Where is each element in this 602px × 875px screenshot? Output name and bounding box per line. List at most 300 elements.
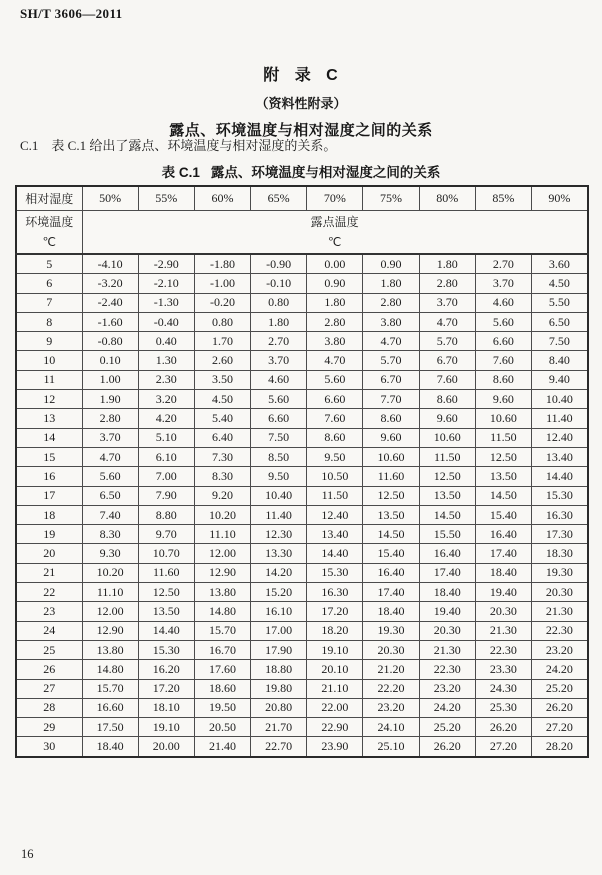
dew-point-cell: 17.00 xyxy=(251,621,307,640)
table-row xyxy=(16,409,588,428)
appendix-title: 附 录 C xyxy=(263,67,339,84)
dew-point-cell: 15.30 xyxy=(532,486,588,505)
dew-point-table xyxy=(15,185,589,758)
dew-point-cell: 3.20 xyxy=(138,390,194,409)
dew-point-cell: 17.60 xyxy=(194,660,250,679)
dew-point-cell: 8.60 xyxy=(419,390,475,409)
dew-point-cell: 5.40 xyxy=(194,409,250,428)
dew-point-cell: 9.60 xyxy=(475,390,531,409)
ambient-temp-cell: 11 xyxy=(16,370,82,389)
dew-point-cell: 26.20 xyxy=(419,737,475,757)
dew-point-cell: 13.40 xyxy=(307,525,363,544)
dew-point-cell: -1.80 xyxy=(194,254,250,274)
dew-point-cell: 19.50 xyxy=(194,698,250,717)
dew-point-cell: 12.40 xyxy=(532,428,588,447)
dew-point-cell: 19.40 xyxy=(419,602,475,621)
ambient-temp-cell: 9 xyxy=(16,332,82,351)
dew-point-cell: 17.90 xyxy=(251,640,307,659)
dew-point-cell: 6.50 xyxy=(532,312,588,331)
dew-point-cell: -0.10 xyxy=(251,274,307,293)
dew-point-cell: 17.30 xyxy=(532,525,588,544)
dew-point-cell: 24.20 xyxy=(532,660,588,679)
dew-point-cell: 22.20 xyxy=(363,679,419,698)
dew-point-cell: 12.90 xyxy=(194,563,250,582)
dew-point-cell: 1.80 xyxy=(307,293,363,312)
dew-point-cell: 3.70 xyxy=(475,274,531,293)
dew-point-cell: 17.40 xyxy=(363,583,419,602)
dew-point-cell: 7.50 xyxy=(532,332,588,351)
dew-point-cell: 8.60 xyxy=(475,370,531,389)
dew-point-cell: 19.10 xyxy=(307,640,363,659)
dew-point-cell: -2.90 xyxy=(138,254,194,274)
dew-point-cell: 8.60 xyxy=(307,428,363,447)
dew-point-cell: 8.40 xyxy=(532,351,588,370)
dew-point-cell: 14.80 xyxy=(194,602,250,621)
dew-point-cell: 1.30 xyxy=(138,351,194,370)
table-row xyxy=(16,602,588,621)
dew-point-cell: 6.60 xyxy=(251,409,307,428)
dew-point-cell: 13.50 xyxy=(419,486,475,505)
dew-point-cell: 22.30 xyxy=(419,660,475,679)
dew-point-cell: 18.20 xyxy=(307,621,363,640)
humidity-header-cell: 55% xyxy=(138,186,194,211)
dew-point-cell: -0.40 xyxy=(138,312,194,331)
ambient-temp-cell: 25 xyxy=(16,640,82,659)
dew-point-cell: 8.60 xyxy=(363,409,419,428)
ambient-temperature-label-text: 环境温度 xyxy=(25,215,74,229)
ambient-temp-cell: 24 xyxy=(16,621,82,640)
ambient-temp-cell: 12 xyxy=(16,390,82,409)
dew-point-cell: 9.50 xyxy=(307,447,363,466)
dew-point-cell: 14.40 xyxy=(307,544,363,563)
dew-point-cell: 24.30 xyxy=(475,679,531,698)
dew-point-cell: 18.40 xyxy=(363,602,419,621)
dew-point-cell: 3.70 xyxy=(82,428,138,447)
dew-point-cell: 20.10 xyxy=(307,660,363,679)
dew-point-cell: 7.60 xyxy=(419,370,475,389)
dew-point-cell: 19.30 xyxy=(532,563,588,582)
dew-point-cell: 3.60 xyxy=(532,254,588,274)
table-row xyxy=(16,563,588,582)
dew-point-cell: 1.70 xyxy=(194,332,250,351)
dew-point-cell: 7.50 xyxy=(251,428,307,447)
ambient-temp-cell: 20 xyxy=(16,544,82,563)
dew-point-cell: 4.20 xyxy=(138,409,194,428)
ambient-temp-cell: 28 xyxy=(16,698,82,717)
dew-point-cell: 6.50 xyxy=(82,486,138,505)
dew-point-cell: 3.80 xyxy=(363,312,419,331)
dew-point-cell: 18.30 xyxy=(532,544,588,563)
ambient-temp-cell: 8 xyxy=(16,312,82,331)
dew-point-cell: -3.20 xyxy=(82,274,138,293)
dew-point-cell: 5.10 xyxy=(138,428,194,447)
dew-point-cell: 16.10 xyxy=(251,602,307,621)
dew-point-cell: 14.40 xyxy=(138,621,194,640)
dew-point-cell: 16.30 xyxy=(307,583,363,602)
dew-point-cell: -0.80 xyxy=(82,332,138,351)
dew-point-cell: 15.70 xyxy=(82,679,138,698)
humidity-header-cell: 75% xyxy=(363,186,419,211)
dew-point-cell: -1.30 xyxy=(138,293,194,312)
dew-point-cell: 2.70 xyxy=(251,332,307,351)
dew-point-cell: 6.70 xyxy=(419,351,475,370)
table-row xyxy=(16,351,588,370)
dew-point-cell: 23.30 xyxy=(475,660,531,679)
dew-point-cell: 5.60 xyxy=(82,467,138,486)
dew-point-cell: -0.20 xyxy=(194,293,250,312)
dew-point-cell: 25.20 xyxy=(532,679,588,698)
ambient-temp-cell: 15 xyxy=(16,447,82,466)
dew-point-cell: 20.30 xyxy=(475,602,531,621)
ambient-temp-cell: 18 xyxy=(16,505,82,524)
dew-point-cell: 19.80 xyxy=(251,679,307,698)
ambient-temp-cell: 16 xyxy=(16,467,82,486)
dew-point-cell: 16.40 xyxy=(475,525,531,544)
dew-point-cell: 2.80 xyxy=(307,312,363,331)
dew-point-cell: 10.50 xyxy=(307,467,363,486)
table-row xyxy=(16,737,588,757)
table-row xyxy=(16,718,588,737)
dew-point-cell: 13.80 xyxy=(194,583,250,602)
dew-point-cell: 14.20 xyxy=(251,563,307,582)
dew-point-cell: 28.20 xyxy=(532,737,588,757)
dew-point-cell: 4.50 xyxy=(532,274,588,293)
dew-point-cell: 3.80 xyxy=(307,332,363,351)
dew-point-cell: 12.00 xyxy=(194,544,250,563)
dew-point-cell: 23.20 xyxy=(419,679,475,698)
dew-point-cell: 21.10 xyxy=(307,679,363,698)
ambient-temp-cell: 21 xyxy=(16,563,82,582)
dew-point-cell: 12.90 xyxy=(82,621,138,640)
table-row xyxy=(16,428,588,447)
ambient-temperature-label xyxy=(16,211,82,255)
humidity-header-cell: 65% xyxy=(251,186,307,211)
dew-point-cell: 12.50 xyxy=(138,583,194,602)
clause-number: C.1 xyxy=(20,138,39,153)
table-row xyxy=(16,621,588,640)
table-row xyxy=(16,467,588,486)
humidity-header-cell: 50% xyxy=(82,186,138,211)
table-caption-label: 表 C.1 xyxy=(161,165,200,180)
dew-point-temperature-label-text: 露点温度 xyxy=(310,215,359,229)
dew-point-cell: 16.40 xyxy=(363,563,419,582)
dew-point-cell: 15.40 xyxy=(475,505,531,524)
dew-point-cell: 11.40 xyxy=(532,409,588,428)
dew-point-cell: 0.10 xyxy=(82,351,138,370)
dew-point-cell: 5.60 xyxy=(307,370,363,389)
dew-point-cell: 2.60 xyxy=(194,351,250,370)
dew-point-cell: 21.30 xyxy=(475,621,531,640)
dew-point-cell: 15.70 xyxy=(194,621,250,640)
dew-point-cell: 12.30 xyxy=(251,525,307,544)
dew-point-cell: 15.30 xyxy=(138,640,194,659)
standard-number: SH/T 3606—2011 xyxy=(20,6,123,21)
dew-point-cell: -2.10 xyxy=(138,274,194,293)
table-row xyxy=(16,447,588,466)
dew-point-cell: 6.60 xyxy=(475,332,531,351)
dew-point-cell: 5.70 xyxy=(419,332,475,351)
dew-point-cell: 21.30 xyxy=(419,640,475,659)
dew-point-cell: 18.80 xyxy=(251,660,307,679)
humidity-header-cell: 70% xyxy=(307,186,363,211)
dew-point-cell: 19.30 xyxy=(363,621,419,640)
table-caption-text: 露点、环境温度与相对湿度之间的关系 xyxy=(210,165,441,180)
dew-point-cell: -1.00 xyxy=(194,274,250,293)
dew-point-cell: 8.30 xyxy=(194,467,250,486)
dew-point-cell: 12.00 xyxy=(82,602,138,621)
dew-point-temperature-label xyxy=(82,211,588,255)
dew-point-cell: 1.80 xyxy=(251,312,307,331)
dew-point-cell: 11.60 xyxy=(138,563,194,582)
dew-point-cell: 15.50 xyxy=(419,525,475,544)
dew-point-cell: 23.90 xyxy=(307,737,363,757)
ambient-temp-cell: 27 xyxy=(16,679,82,698)
dew-point-cell: 24.10 xyxy=(363,718,419,737)
dew-point-cell: 20.30 xyxy=(363,640,419,659)
dew-point-cell: 9.70 xyxy=(138,525,194,544)
table-row xyxy=(16,544,588,563)
ambient-temp-cell: 10 xyxy=(16,351,82,370)
dew-point-cell: 10.20 xyxy=(82,563,138,582)
dew-point-cell: 14.40 xyxy=(532,467,588,486)
dew-point-cell: 9.60 xyxy=(363,428,419,447)
humidity-header-cell: 90% xyxy=(532,186,588,211)
dew-point-cell: 25.30 xyxy=(475,698,531,717)
dew-point-cell: 27.20 xyxy=(475,737,531,757)
dew-point-cell: 13.50 xyxy=(475,467,531,486)
table-row xyxy=(16,583,588,602)
dew-point-cell: 0.80 xyxy=(194,312,250,331)
dew-point-cell: 9.60 xyxy=(419,409,475,428)
dew-point-cell: 14.80 xyxy=(82,660,138,679)
table-row xyxy=(16,312,588,331)
dew-point-cell: 1.90 xyxy=(82,390,138,409)
dew-point-cell: 17.40 xyxy=(475,544,531,563)
table-row xyxy=(16,332,588,351)
dew-point-cell: 16.60 xyxy=(82,698,138,717)
humidity-header-cell: 60% xyxy=(194,186,250,211)
dew-point-cell: 6.40 xyxy=(194,428,250,447)
dew-point-cell: 12.50 xyxy=(363,486,419,505)
dew-point-cell: 18.40 xyxy=(475,563,531,582)
clause-paragraph xyxy=(20,135,336,154)
dew-point-cell: 11.50 xyxy=(419,447,475,466)
dew-point-cell: 9.30 xyxy=(82,544,138,563)
table-row xyxy=(16,486,588,505)
dew-point-cell: 2.30 xyxy=(138,370,194,389)
dew-point-cell: 4.60 xyxy=(251,370,307,389)
dew-point-cell: 18.10 xyxy=(138,698,194,717)
dew-point-cell: 20.50 xyxy=(194,718,250,737)
dew-point-cell: 19.40 xyxy=(475,583,531,602)
dew-point-cell: 26.20 xyxy=(475,718,531,737)
dew-point-cell: 3.50 xyxy=(194,370,250,389)
dew-point-cell: 11.40 xyxy=(251,505,307,524)
dew-point-cell: 24.20 xyxy=(419,698,475,717)
ambient-temperature-unit: ℃ xyxy=(42,235,56,249)
dew-point-cell: 5.60 xyxy=(475,312,531,331)
dew-point-cell: 10.60 xyxy=(419,428,475,447)
dew-point-cell: 11.10 xyxy=(194,525,250,544)
table-row xyxy=(16,525,588,544)
dew-point-cell: 10.20 xyxy=(194,505,250,524)
dew-point-cell: -4.10 xyxy=(82,254,138,274)
dew-point-cell: 1.80 xyxy=(419,254,475,274)
dew-point-cell: -1.60 xyxy=(82,312,138,331)
table-row xyxy=(16,640,588,659)
dew-point-cell: 18.40 xyxy=(82,737,138,757)
dew-point-cell: 25.10 xyxy=(363,737,419,757)
dew-point-cell: 25.20 xyxy=(419,718,475,737)
subheader-row xyxy=(16,211,588,255)
dew-point-cell: -0.90 xyxy=(251,254,307,274)
dew-point-cell: 20.30 xyxy=(419,621,475,640)
humidity-header-row xyxy=(16,186,588,211)
dew-point-cell: 4.70 xyxy=(82,447,138,466)
ambient-temp-cell: 26 xyxy=(16,660,82,679)
dew-point-cell: 11.60 xyxy=(363,467,419,486)
dew-point-cell: 6.10 xyxy=(138,447,194,466)
dew-point-cell: 14.50 xyxy=(475,486,531,505)
dew-point-cell: 7.70 xyxy=(363,390,419,409)
dew-point-cell: 11.10 xyxy=(82,583,138,602)
dew-point-cell: 8.30 xyxy=(82,525,138,544)
dew-point-cell: 13.80 xyxy=(82,640,138,659)
dew-point-cell: 18.40 xyxy=(419,583,475,602)
dew-point-cell: 11.50 xyxy=(307,486,363,505)
dew-point-cell: 22.30 xyxy=(475,640,531,659)
dew-point-cell: 21.20 xyxy=(363,660,419,679)
dew-point-cell: 27.20 xyxy=(532,718,588,737)
dew-point-cell: 12.50 xyxy=(419,467,475,486)
ambient-temp-cell: 14 xyxy=(16,428,82,447)
dew-point-cell: 15.30 xyxy=(307,563,363,582)
dew-point-cell: 17.50 xyxy=(82,718,138,737)
dew-point-cell: -2.40 xyxy=(82,293,138,312)
dew-point-cell: 8.80 xyxy=(138,505,194,524)
ambient-temp-cell: 13 xyxy=(16,409,82,428)
dew-point-cell: 13.50 xyxy=(363,505,419,524)
dew-point-cell: 16.20 xyxy=(138,660,194,679)
dew-point-cell: 3.70 xyxy=(251,351,307,370)
dew-point-cell: 17.20 xyxy=(138,679,194,698)
dew-point-cell: 7.00 xyxy=(138,467,194,486)
dew-point-cell: 8.50 xyxy=(251,447,307,466)
dew-point-cell: 7.60 xyxy=(475,351,531,370)
dew-point-cell: 20.80 xyxy=(251,698,307,717)
dew-point-cell: 21.30 xyxy=(532,602,588,621)
dew-point-cell: 23.20 xyxy=(363,698,419,717)
dew-point-cell: 16.30 xyxy=(532,505,588,524)
dew-point-cell: 3.70 xyxy=(419,293,475,312)
dew-point-cell: 10.70 xyxy=(138,544,194,563)
dew-point-cell: 10.60 xyxy=(363,447,419,466)
ambient-temp-cell: 29 xyxy=(16,718,82,737)
dew-point-cell: 9.20 xyxy=(194,486,250,505)
dew-point-cell: 22.30 xyxy=(532,621,588,640)
dew-point-cell: 6.60 xyxy=(307,390,363,409)
dew-point-cell: 17.20 xyxy=(307,602,363,621)
dew-point-cell: 5.70 xyxy=(363,351,419,370)
table-row xyxy=(16,293,588,312)
dew-point-cell: 19.10 xyxy=(138,718,194,737)
dew-point-cell: 13.30 xyxy=(251,544,307,563)
dew-point-cell: 23.20 xyxy=(532,640,588,659)
dew-point-cell: 9.40 xyxy=(532,370,588,389)
appendix-subtitle: （资料性附录） xyxy=(255,96,347,111)
dew-point-cell: 13.40 xyxy=(532,447,588,466)
table-row xyxy=(16,660,588,679)
dew-point-cell: 10.40 xyxy=(251,486,307,505)
dew-point-cell: 21.40 xyxy=(194,737,250,757)
dew-point-cell: 6.70 xyxy=(363,370,419,389)
table-row xyxy=(16,505,588,524)
dew-point-cell: 7.30 xyxy=(194,447,250,466)
ambient-temp-cell: 22 xyxy=(16,583,82,602)
dew-point-cell: 16.70 xyxy=(194,640,250,659)
humidity-header-cell: 85% xyxy=(475,186,531,211)
ambient-temp-cell: 17 xyxy=(16,486,82,505)
dew-point-cell: 10.40 xyxy=(532,390,588,409)
appendix-heading: 露点、环境温度与相对湿度之间的关系 xyxy=(169,122,433,139)
dew-point-cell: 7.90 xyxy=(138,486,194,505)
dew-point-cell: 5.60 xyxy=(251,390,307,409)
ambient-temp-cell: 19 xyxy=(16,525,82,544)
table-row xyxy=(16,698,588,717)
ambient-temp-cell: 6 xyxy=(16,274,82,293)
dew-point-cell: 22.70 xyxy=(251,737,307,757)
dew-point-cell: 12.40 xyxy=(307,505,363,524)
dew-point-cell: 1.00 xyxy=(82,370,138,389)
table-row xyxy=(16,390,588,409)
dew-point-cell: 0.90 xyxy=(307,274,363,293)
dew-point-cell: 4.70 xyxy=(419,312,475,331)
dew-point-cell: 10.60 xyxy=(475,409,531,428)
relative-humidity-label: 相对湿度 xyxy=(16,186,82,211)
dew-point-cell: 17.40 xyxy=(419,563,475,582)
dew-point-cell: 20.30 xyxy=(532,583,588,602)
dew-point-cell: 4.70 xyxy=(363,332,419,351)
dew-point-cell: 1.80 xyxy=(363,274,419,293)
dew-point-cell: 7.40 xyxy=(82,505,138,524)
table-caption xyxy=(0,161,602,181)
dew-point-cell: 7.60 xyxy=(307,409,363,428)
ambient-temp-cell: 30 xyxy=(16,737,82,757)
ambient-temp-cell: 5 xyxy=(16,254,82,274)
table-row xyxy=(16,679,588,698)
clause-text: 表 C.1 给出了露点、环境温度与相对湿度的关系。 xyxy=(51,138,337,153)
dew-point-cell: 26.20 xyxy=(532,698,588,717)
dew-point-cell: 18.60 xyxy=(194,679,250,698)
dew-point-cell: 2.80 xyxy=(419,274,475,293)
ambient-temp-cell: 7 xyxy=(16,293,82,312)
dew-point-cell: 14.50 xyxy=(363,525,419,544)
dew-point-temperature-unit: ℃ xyxy=(327,235,342,249)
dew-point-cell: 2.70 xyxy=(475,254,531,274)
dew-point-cell: 2.80 xyxy=(82,409,138,428)
table-row xyxy=(16,274,588,293)
dew-point-cell: 16.40 xyxy=(419,544,475,563)
dew-point-cell: 4.50 xyxy=(194,390,250,409)
dew-point-cell: 22.90 xyxy=(307,718,363,737)
dew-point-cell: 12.50 xyxy=(475,447,531,466)
dew-point-cell: 9.50 xyxy=(251,467,307,486)
dew-point-cell: 14.50 xyxy=(419,505,475,524)
dew-point-cell: 2.80 xyxy=(363,293,419,312)
dew-point-cell: 0.90 xyxy=(363,254,419,274)
dew-point-cell: 4.70 xyxy=(307,351,363,370)
dew-point-cell: 5.50 xyxy=(532,293,588,312)
